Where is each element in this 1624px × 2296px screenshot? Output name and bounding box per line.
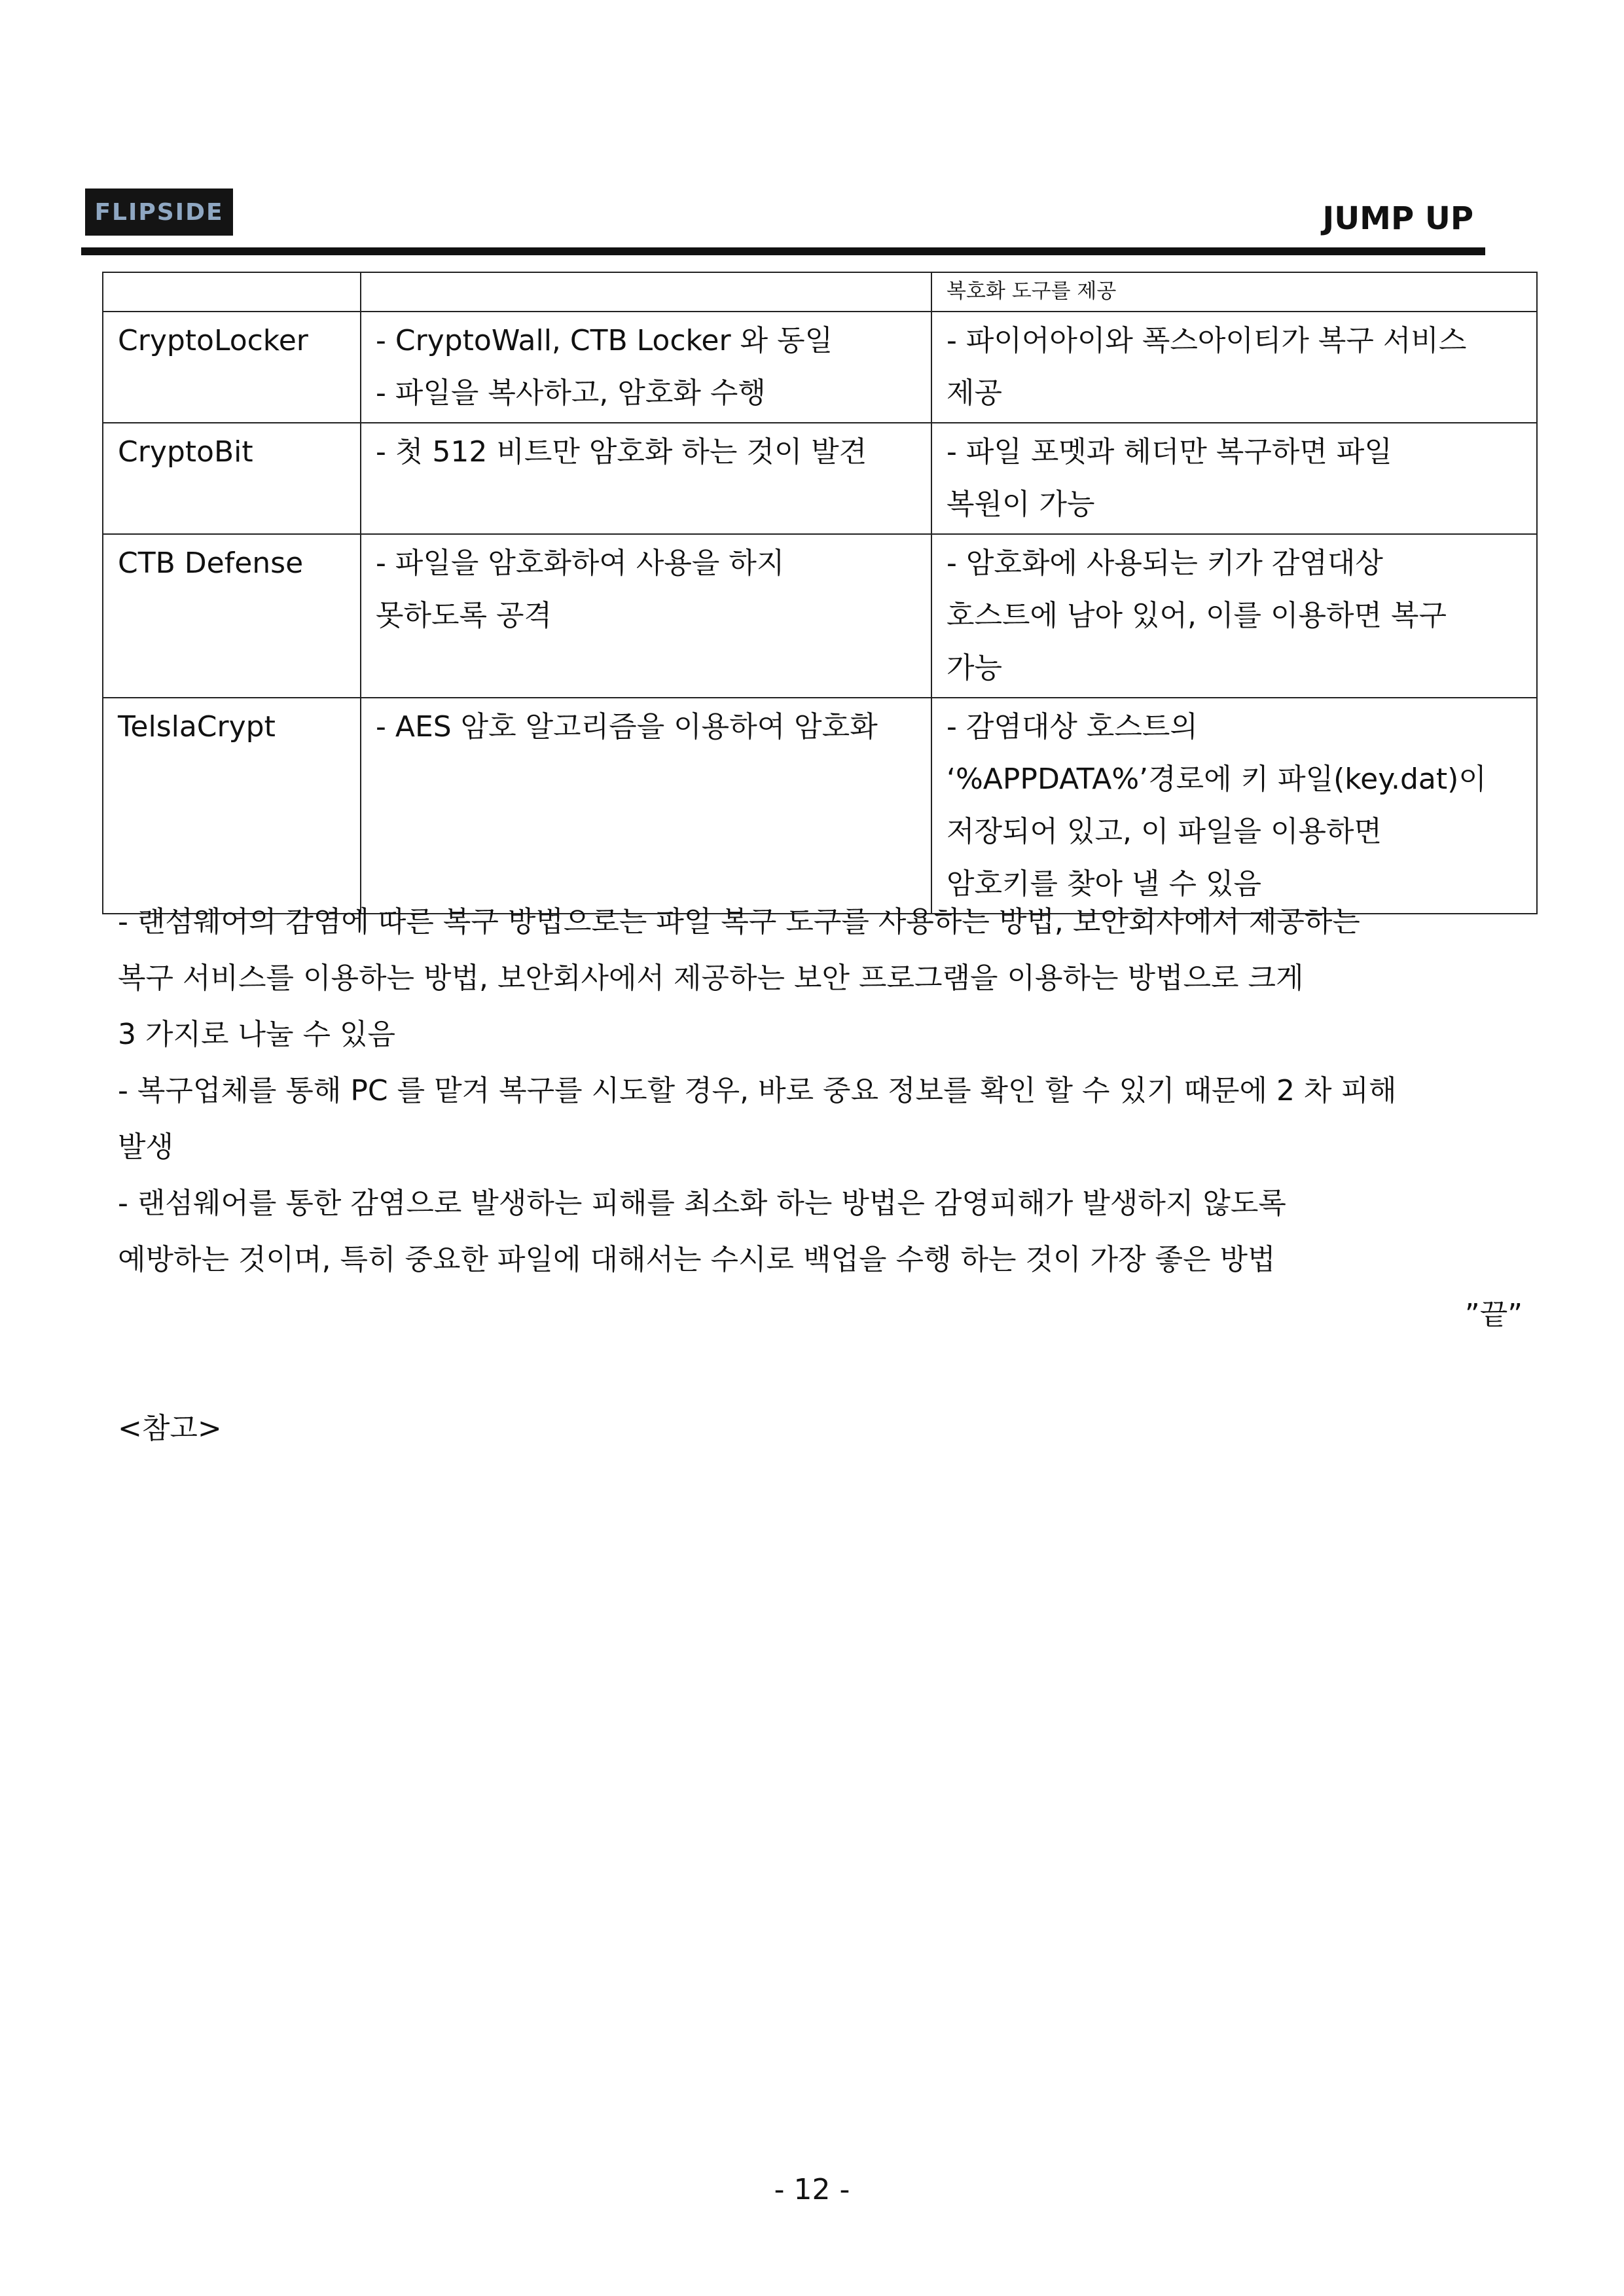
reference-label: <참고> bbox=[118, 1412, 222, 1445]
body-line: - 랜섬웨어의 감염에 따른 복구 방법으로는 파일 복구 도구를 사용하는 방법, 보안회사에서 제공하는 bbox=[118, 905, 1360, 939]
end-mark: ”끝” bbox=[1464, 1298, 1523, 1331]
description-cell bbox=[361, 534, 931, 698]
description-line: - AES 암호 알고리즘을 이용하여 암호화 bbox=[376, 710, 878, 744]
description-cell bbox=[361, 423, 931, 534]
body-line: - 랜섬웨어를 통한 감염으로 발생하는 피해를 최소화 하는 방법은 감영피해가 발생하지 않도록 bbox=[118, 1187, 1286, 1220]
ransomware-name-cell bbox=[103, 272, 361, 312]
recovery-cell bbox=[931, 423, 1537, 534]
recovery-line: - 파이어아이와 폭스아이티가 복구 서비스 bbox=[947, 324, 1467, 357]
description-line: - 첫 512 비트만 암호화 하는 것이 발견 bbox=[376, 435, 867, 469]
recovery-cell bbox=[931, 272, 1537, 312]
ransomware-name-cell: CryptoLocker bbox=[103, 312, 361, 423]
page-number: - 12 - bbox=[774, 2173, 850, 2206]
recovery-cell bbox=[931, 698, 1537, 914]
recovery-line: 제공 bbox=[947, 376, 1003, 410]
body-line: 발생 bbox=[118, 1130, 174, 1164]
recovery-line: - 암호화에 사용되는 키가 감염대상 bbox=[947, 547, 1383, 580]
recovery-line: 복원이 가능 bbox=[947, 488, 1095, 521]
recovery-line: ‘%APPDATA%’경로에 키 파일(key.dat)이 bbox=[947, 762, 1487, 796]
recovery-line: - 파일 포멧과 헤더만 복구하면 파일 bbox=[947, 435, 1392, 469]
table-row bbox=[103, 272, 1537, 312]
body-line: 3 가지로 나눌 수 있음 bbox=[118, 1018, 395, 1051]
header-divider bbox=[81, 247, 1485, 255]
body-line: - 복구업체를 통해 PC 를 맡겨 복구를 시도할 경우, 바로 중요 정보를 확인 할 수 있기 때문에 2 차 피해 bbox=[118, 1074, 1397, 1107]
description-line: - CryptoWall, CTB Locker 와 동일 bbox=[376, 324, 833, 357]
ransomware-recovery-table bbox=[102, 272, 1538, 914]
body-line: 복구 서비스를 이용하는 방법, 보안회사에서 제공하는 보안 프로그램을 이용하는 방법으로 크게 bbox=[118, 961, 1304, 995]
header-title: JUMP UP bbox=[1322, 200, 1473, 237]
recovery-line: 저장되어 있고, 이 파일을 이용하면 bbox=[947, 815, 1382, 848]
flipside-logo: FLIPSIDE bbox=[85, 188, 233, 236]
table-row bbox=[103, 423, 1537, 534]
recovery-line: 호스트에 남아 있어, 이를 이용하면 복구 bbox=[947, 599, 1447, 632]
table-row bbox=[103, 534, 1537, 698]
body-line: 예방하는 것이며, 특히 중요한 파일에 대해서는 수시로 백업을 수행 하는 것이 가장 좋은 방법 bbox=[118, 1243, 1276, 1276]
table-row bbox=[103, 312, 1537, 423]
recovery-line: - 감염대상 호스트의 bbox=[947, 710, 1198, 744]
recovery-line: 암호키를 찾아 낼 수 있음 bbox=[947, 867, 1261, 901]
description-cell bbox=[361, 312, 931, 423]
description-line: - 파일을 복사하고, 암호화 수행 bbox=[376, 376, 766, 410]
description-cell bbox=[361, 272, 931, 312]
recovery-line: 복호화 도구를 제공 bbox=[947, 279, 1117, 303]
table-row bbox=[103, 698, 1537, 914]
recovery-line: 가능 bbox=[947, 651, 1003, 685]
recovery-cell bbox=[931, 534, 1537, 698]
description-line: - 파일을 암호화하여 사용을 하지 bbox=[376, 547, 785, 580]
body-text bbox=[118, 894, 1532, 1288]
ransomware-name-cell: TelslaCrypt bbox=[103, 698, 361, 914]
ransomware-name-cell: CryptoBit bbox=[103, 423, 361, 534]
description-line: 못하도록 공격 bbox=[376, 599, 552, 632]
description-cell bbox=[361, 698, 931, 914]
recovery-cell bbox=[931, 312, 1537, 423]
ransomware-name-cell: CTB Defense bbox=[103, 534, 361, 698]
